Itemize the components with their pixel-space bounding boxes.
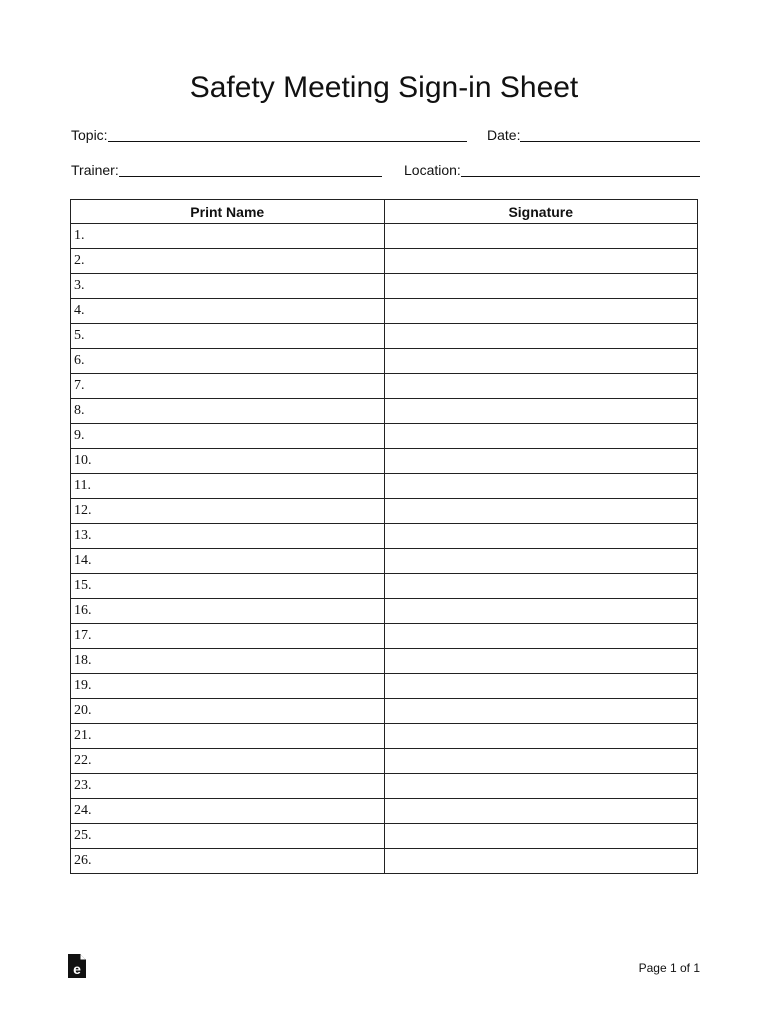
print-name-cell[interactable]: 7.	[71, 374, 385, 399]
table-row	[71, 724, 698, 749]
table-row	[71, 249, 698, 274]
table-row	[71, 649, 698, 674]
signature-cell[interactable]	[384, 224, 698, 249]
signature-cell[interactable]	[384, 599, 698, 624]
signature-cell[interactable]	[384, 574, 698, 599]
signature-cell[interactable]	[384, 249, 698, 274]
print-name-cell[interactable]: 24.	[71, 799, 385, 824]
table-row	[71, 599, 698, 624]
table-row	[71, 499, 698, 524]
print-name-cell[interactable]: 15.	[71, 574, 385, 599]
signature-cell[interactable]	[384, 524, 698, 549]
table-row	[71, 449, 698, 474]
topic-label: Topic:	[71, 127, 108, 143]
table-row	[71, 474, 698, 499]
print-name-cell[interactable]: 4.	[71, 299, 385, 324]
signature-cell[interactable]	[384, 799, 698, 824]
signature-cell[interactable]	[384, 399, 698, 424]
print-name-cell[interactable]: 10.	[71, 449, 385, 474]
table-row	[71, 749, 698, 774]
table-row	[71, 299, 698, 324]
table-row	[71, 424, 698, 449]
topic-line[interactable]	[108, 129, 467, 142]
signature-cell[interactable]	[384, 374, 698, 399]
print-name-cell[interactable]: 8.	[71, 399, 385, 424]
print-name-cell[interactable]: 6.	[71, 349, 385, 374]
print-name-cell[interactable]: 1.	[71, 224, 385, 249]
signature-cell[interactable]	[384, 774, 698, 799]
signature-cell[interactable]	[384, 499, 698, 524]
table-row	[71, 574, 698, 599]
table-row	[71, 674, 698, 699]
table-row	[71, 274, 698, 299]
logo-letter: e	[73, 961, 81, 977]
print-name-cell[interactable]: 14.	[71, 549, 385, 574]
print-name-cell[interactable]: 16.	[71, 599, 385, 624]
table-row	[71, 624, 698, 649]
table-row	[71, 224, 698, 249]
page-number: Page 1 of 1	[638, 961, 700, 975]
trainer-label: Trainer:	[71, 162, 119, 178]
signature-cell[interactable]	[384, 474, 698, 499]
table-header-row	[71, 200, 698, 224]
table-row	[71, 374, 698, 399]
table-row	[71, 349, 698, 374]
print-name-cell[interactable]: 20.	[71, 699, 385, 724]
table-row	[71, 824, 698, 849]
signature-cell[interactable]	[384, 274, 698, 299]
table-row	[71, 849, 698, 874]
print-name-cell[interactable]: 23.	[71, 774, 385, 799]
trainer-line[interactable]	[119, 164, 382, 177]
signature-cell[interactable]	[384, 824, 698, 849]
print-name-cell[interactable]: 11.	[71, 474, 385, 499]
print-name-cell[interactable]: 25.	[71, 824, 385, 849]
print-name-cell[interactable]: 22.	[71, 749, 385, 774]
signature-cell[interactable]	[384, 699, 698, 724]
signature-cell[interactable]	[384, 349, 698, 374]
signature-cell[interactable]	[384, 749, 698, 774]
date-field[interactable]	[487, 127, 700, 143]
page-title: Safety Meeting Sign-in Sheet	[189, 71, 579, 104]
eforms-logo-icon	[67, 953, 87, 979]
print-name-header: Print Name	[71, 200, 385, 224]
table-row	[71, 799, 698, 824]
date-label: Date:	[487, 127, 521, 143]
signature-cell[interactable]	[384, 549, 698, 574]
signature-cell[interactable]	[384, 624, 698, 649]
signature-cell[interactable]	[384, 299, 698, 324]
signature-cell[interactable]	[384, 449, 698, 474]
signature-cell[interactable]	[384, 324, 698, 349]
location-field[interactable]	[404, 162, 700, 178]
table-row	[71, 699, 698, 724]
signature-cell[interactable]	[384, 649, 698, 674]
table-row	[71, 399, 698, 424]
print-name-cell[interactable]: 18.	[71, 649, 385, 674]
table-row	[71, 774, 698, 799]
signature-cell[interactable]	[384, 674, 698, 699]
signature-cell[interactable]	[384, 849, 698, 874]
table-row	[71, 524, 698, 549]
print-name-cell[interactable]: 26.	[71, 849, 385, 874]
print-name-cell[interactable]: 17.	[71, 624, 385, 649]
print-name-cell[interactable]: 21.	[71, 724, 385, 749]
table-body	[71, 224, 698, 874]
print-name-cell[interactable]: 2.	[71, 249, 385, 274]
print-name-cell[interactable]: 12.	[71, 499, 385, 524]
sign-in-table	[70, 199, 698, 874]
signature-cell[interactable]	[384, 724, 698, 749]
date-line[interactable]	[520, 129, 700, 142]
print-name-cell[interactable]: 5.	[71, 324, 385, 349]
table-row	[71, 324, 698, 349]
trainer-field[interactable]	[71, 162, 382, 178]
print-name-cell[interactable]: 3.	[71, 274, 385, 299]
print-name-cell[interactable]: 9.	[71, 424, 385, 449]
location-line[interactable]	[461, 164, 700, 177]
print-name-cell[interactable]: 19.	[71, 674, 385, 699]
signature-cell[interactable]	[384, 424, 698, 449]
table-row	[71, 549, 698, 574]
print-name-cell[interactable]: 13.	[71, 524, 385, 549]
signature-header: Signature	[384, 200, 698, 224]
location-label: Location:	[404, 162, 461, 178]
topic-field[interactable]	[71, 127, 467, 143]
